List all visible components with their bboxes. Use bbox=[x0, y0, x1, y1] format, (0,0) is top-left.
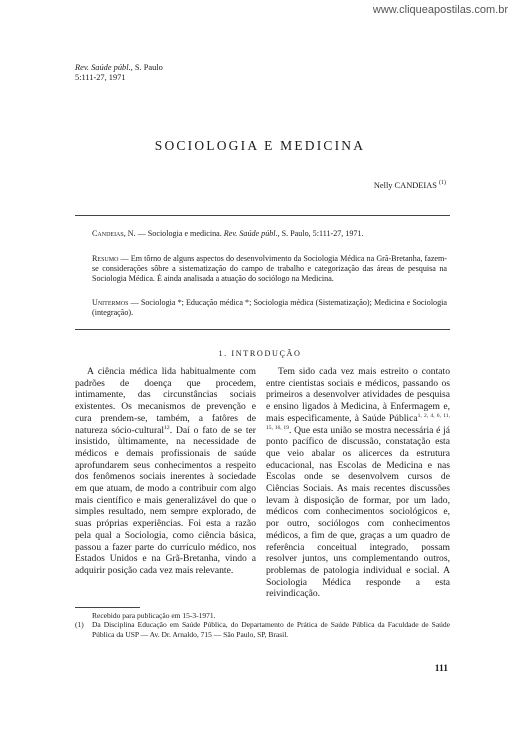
resumo-text: — Em tôrno de alguns aspectos do desenvolvimento da Sociologia Médica na Grã-Bretanha, fazem-se considerações sôbre a sistematização do campo de trabalho e categorização das áreas de pesquisa na Sociologia Médica. É ainda analisada a atuação do sociólogo na Medicina. bbox=[92, 254, 447, 283]
left-text-1: A ciência médica lida habitualmente com padrões de doença que procedem, intimamente, das circunstâncias sociais existentes. Os mecanismos de prevenção e cura prendem-se, também, a fatôres de natureza sócio-cultural bbox=[75, 366, 256, 436]
right-citation-sup: 1, 2, 4, 6, 11, 15, 16, 19 bbox=[266, 412, 450, 431]
right-text-1: Tem sido cada vez mais estreito o contato entre cientistas sociais e médicos, passando os primeiros a desenvolver atividades de pesquisa e ensino ligados à Medicina, à Enfermagem e, mais especìficamente, à Saúde Pública bbox=[266, 366, 450, 424]
section-heading: 1. INTRODUÇÃO bbox=[218, 349, 302, 358]
footnote-rule bbox=[75, 607, 140, 608]
citation-rest: — Sociologia e medicina. bbox=[135, 229, 224, 238]
footnote-1 bbox=[75, 620, 450, 639]
left-citation-sup: 12 bbox=[164, 424, 170, 431]
right-column-paragraph bbox=[266, 366, 450, 600]
uniterms-text: — Sociologia *; Educação médica *; Sociologia médica (Sistematização); Medicina e Sociologia (integração). bbox=[92, 298, 447, 317]
article-title: SOCIOLOGIA E MEDICINA bbox=[154, 138, 366, 153]
abstract-resumo bbox=[92, 254, 447, 283]
citation-block bbox=[92, 229, 447, 239]
journal-volume: 5:111-27, 1971 bbox=[75, 73, 126, 82]
left-column-paragraph bbox=[75, 366, 256, 577]
resumo-label: Resumo bbox=[92, 254, 119, 263]
bottom-rule bbox=[75, 329, 450, 330]
citation-author: Candeias, N. bbox=[92, 229, 136, 238]
footnotes bbox=[75, 611, 450, 639]
journal-place: S. Paulo bbox=[134, 63, 163, 72]
journal-name: Rev. Saúde públ., bbox=[75, 63, 133, 72]
top-rule bbox=[75, 215, 450, 216]
author-line bbox=[374, 180, 446, 190]
site-watermark: www.cliqueapostilas.com.br bbox=[372, 4, 508, 16]
author-footnote-mark: (1) bbox=[439, 180, 446, 186]
abstract-uniterms bbox=[92, 298, 447, 318]
page-number: 111 bbox=[434, 664, 448, 674]
left-text-2: . Daí o fato de se ter insistido, ùltimamente, na necessidade de médicos e demais profissionais de saúde aprofundarem seus conhecimentos a respeito dos fenômenos sociais inerentes à sociedade em que atuam, de modo a contribuir com algo mais científico e mais generalizável do que o simples resultado, nem sempre explorado, de suas próprias experiências. Foi esta a razão pela qual a Sociologia, como ciência básica, passou a fazer parte do currículo médico, nos Estados Unidos e na Grã-Bretanha, vindo a adquirir posição cada vez mais relevante. bbox=[75, 424, 256, 576]
uniterms-label: Unitermos bbox=[92, 298, 129, 307]
footnote-1-mark: (1) bbox=[75, 620, 84, 630]
right-text-2: . Que esta união se mostra necessária é já ponto pacífico de discussão, constatação esta que veio abalar os alicerces da estrutura educacional, nas Escolas de Medicina e nas Escolas onde se desenvolvem cursos de Ciências Sociais. As mais recentes discussões levam à disposição de formar, por um lado, médicos com conhecimentos sociológicos e, por outro, sociólogos com conhecimentos médicos, a fim de que, graças a um quadro de referência conceitual integrado, possam resolver juntos, uns complementando outros, problemas de patologia individual e social. A Sociologia Médica responde a esta reivindicação. bbox=[266, 424, 450, 600]
citation-tail: S. Paulo, 5:111-27, 1971. bbox=[279, 229, 364, 238]
footnote-1-text: Da Disciplina Educação em Saúde Pública, do Departamento de Prática de Saúde Pública da Faculdade de Saúde Pública da USP — Av. Dr. Arnaldo, 715 — São Paulo, SP, Brasil. bbox=[92, 620, 450, 639]
citation-journal: Rev. Saúde públ., bbox=[223, 229, 280, 238]
journal-reference bbox=[75, 63, 163, 83]
author-name: Nelly CANDEIAS bbox=[373, 180, 437, 190]
received-note: Recebido para publicação em 15-3-1971. bbox=[92, 611, 216, 620]
